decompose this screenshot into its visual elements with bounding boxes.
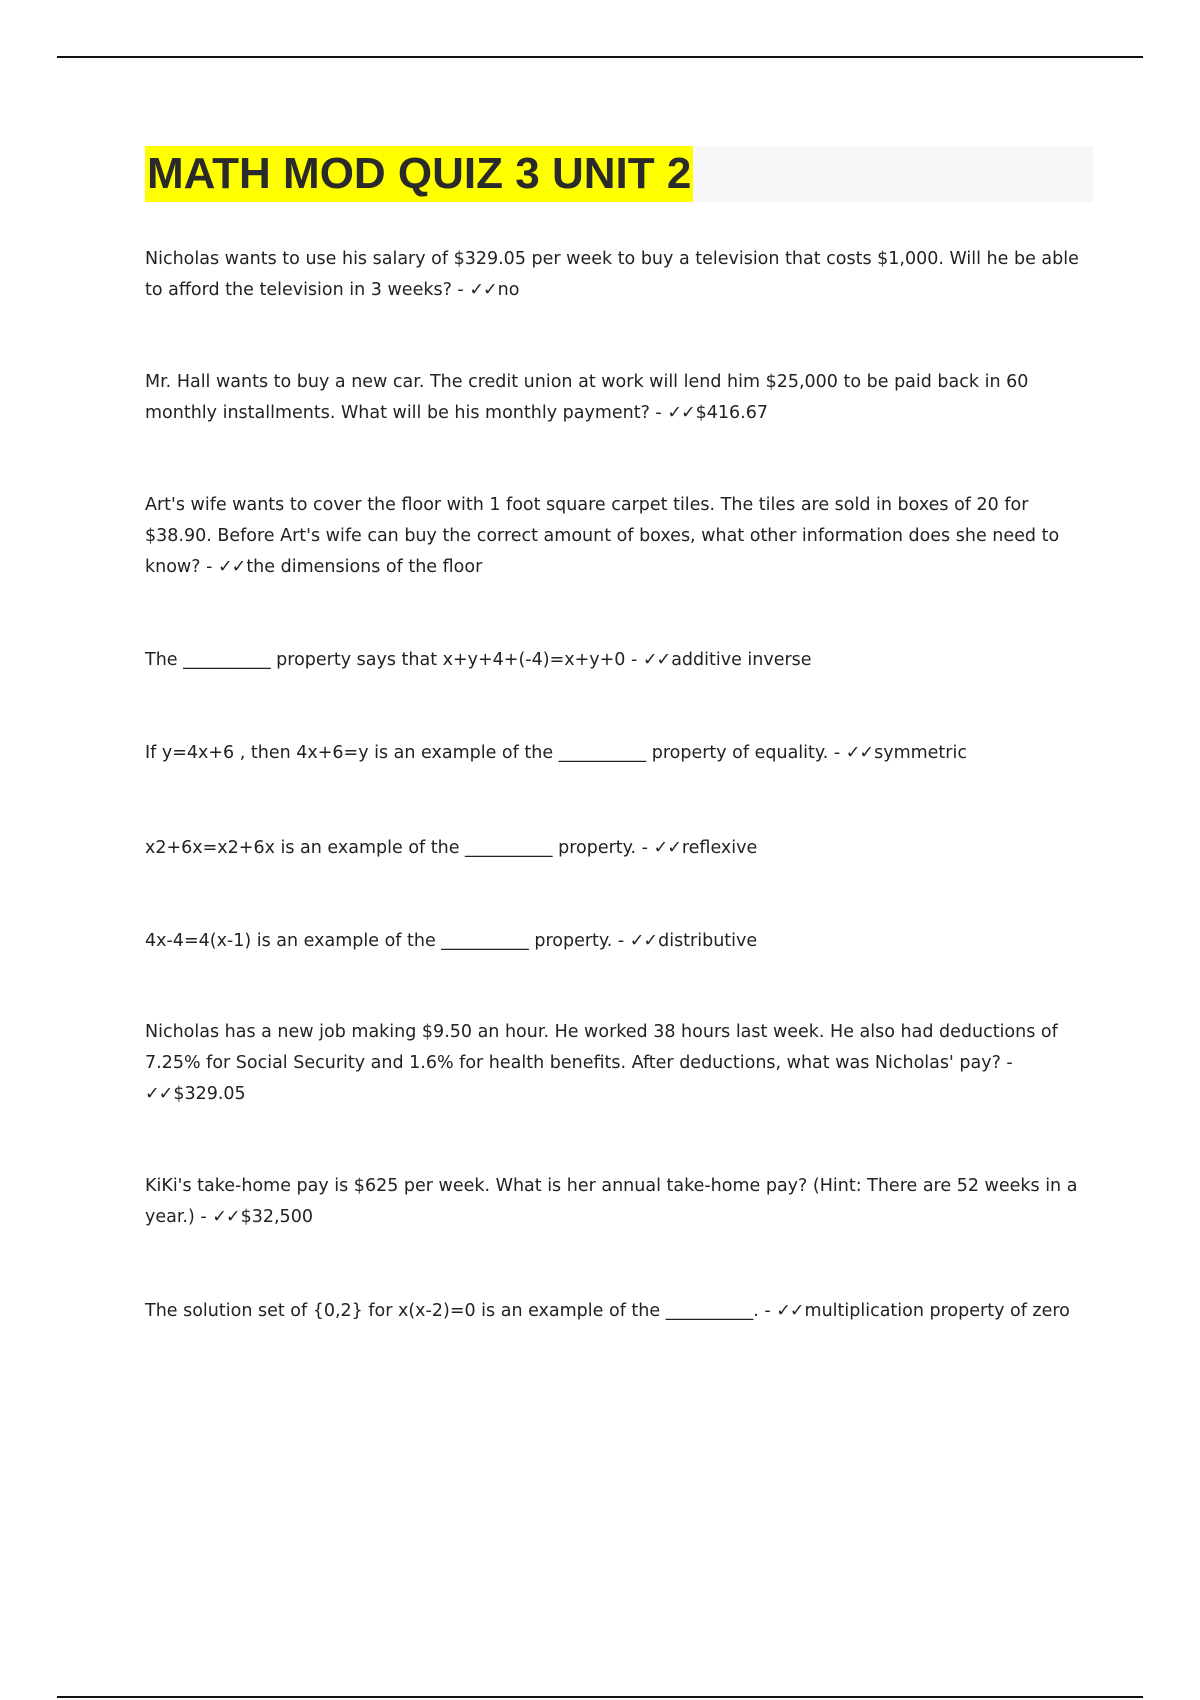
- double-check-icon: ✓✓: [845, 743, 874, 763]
- answer-text: $416.67: [695, 403, 769, 423]
- top-rule: [57, 56, 1143, 58]
- double-check-icon: ✓✓: [667, 403, 695, 423]
- question-text: If y=4x+6 , then 4x+6=y is an example of the __________ property of equality. -: [145, 743, 846, 763]
- bottom-rule: [57, 1696, 1143, 1698]
- double-check-icon: ✓✓: [212, 1207, 240, 1227]
- double-check-icon: ✓✓: [145, 1084, 173, 1104]
- answer-text: additive inverse: [671, 650, 812, 670]
- question-text: Nicholas has a new job making $9.50 an hour. He worked 38 hours last week. He also had deductions of 7.25% for Social Security and 1.6% for health benefits. After deductions, what was Nicholas' pay? -: [145, 1022, 1058, 1073]
- double-check-icon: ✓✓: [642, 650, 671, 670]
- qa-item-8: [145, 1017, 1095, 1110]
- answer-text: reflexive: [681, 838, 758, 858]
- answer-text: the dimensions of the floor: [246, 557, 483, 577]
- question-text: The __________ property says that x+y+4+(-4)=x+y+0 -: [145, 650, 643, 670]
- question-text: 4x-4=4(x-1) is an example of the __________ property. -: [145, 931, 630, 951]
- question-text: KiKi's take-home pay is $625 per week. What is her annual take-home pay? (Hint: There are 52 weeks in a year.) -: [145, 1176, 1078, 1227]
- answer-text: multiplication property of zero: [804, 1301, 1070, 1321]
- question-text: The solution set of {0,2} for x(x-2)=0 is an example of the __________. -: [145, 1301, 777, 1321]
- qa-item-5: [145, 738, 1095, 769]
- double-check-icon: ✓✓: [469, 280, 497, 300]
- page-title: MATH MOD QUIZ 3 UNIT 2: [145, 146, 693, 202]
- qa-item-4: [145, 645, 1095, 676]
- qa-item-3: [145, 490, 1095, 583]
- qa-item-6: [145, 833, 1095, 864]
- double-check-icon: ✓✓: [653, 838, 681, 858]
- answer-text: distributive: [658, 931, 758, 951]
- double-check-icon: ✓✓: [217, 557, 246, 577]
- answer-text: no: [497, 280, 520, 300]
- qa-item-1: [145, 244, 1095, 306]
- qa-item-2: [145, 367, 1095, 429]
- answer-text: symmetric: [874, 743, 967, 763]
- qa-item-10: [145, 1296, 1095, 1327]
- question-text: Mr. Hall wants to buy a new car. The credit union at work will lend him $25,000 to be paid back in 60 monthly installments. What will be his monthly payment? -: [145, 372, 1029, 423]
- question-text: x2+6x=x2+6x is an example of the __________ property. -: [145, 838, 654, 858]
- qa-item-9: [145, 1171, 1095, 1233]
- double-check-icon: ✓✓: [776, 1301, 804, 1321]
- answer-text: $32,500: [240, 1207, 313, 1227]
- qa-item-7: [145, 926, 1095, 957]
- answer-text: $329.05: [173, 1084, 246, 1104]
- question-text: Nicholas wants to use his salary of $329.05 per week to buy a television that costs $1,000. Will he be able to afford the television in 3 weeks? -: [145, 249, 1079, 300]
- double-check-icon: ✓✓: [629, 931, 658, 951]
- question-text: Art's wife wants to cover the floor with 1 foot square carpet tiles. The tiles are sold in boxes of 20 for $38.90. Before Art's wife can buy the correct amount of boxes, what other information does she need to know? -: [145, 495, 1060, 577]
